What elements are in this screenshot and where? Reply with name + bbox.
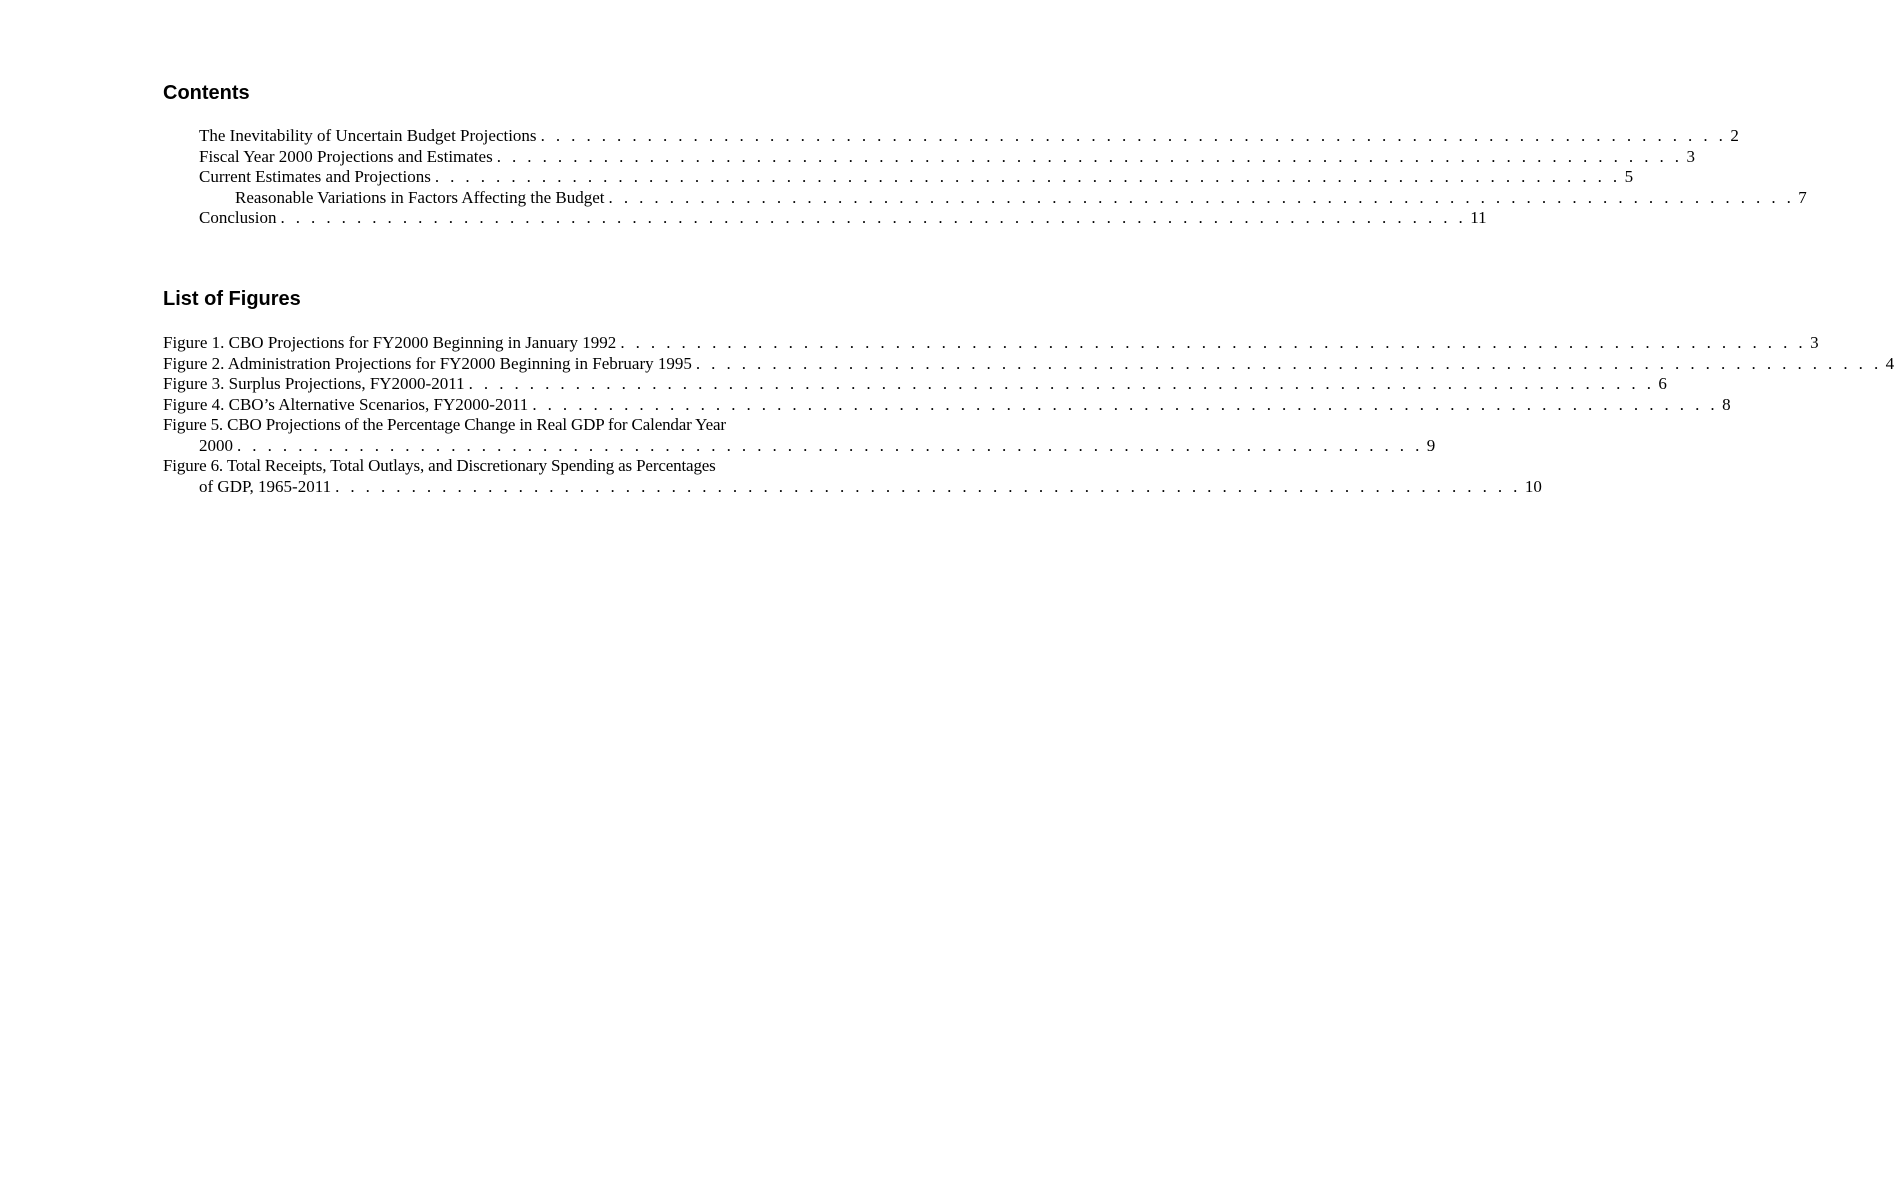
figure-entry-title: Figure 4. CBO’s Alternative Scenarios, FY2000-2011 bbox=[163, 394, 529, 414]
figure-entry-page: 10 bbox=[1524, 476, 1542, 496]
toc-entry-title: Conclusion bbox=[199, 208, 277, 227]
toc-entry[interactable] bbox=[163, 146, 1695, 168]
figure-entry-title: Figure 3. Surplus Projections, FY2000-2011 bbox=[163, 374, 465, 393]
figure-entry-page: 8 bbox=[1722, 394, 1731, 414]
dot-leader: . . . . . . . . . . . . . . . . . . . . . . . . . . . . . . . . . . . . . . . . . . . . . . . . . . . . . . . . . . . . . . . . . . . . . . . . . . . . . . bbox=[335, 476, 1521, 496]
figure-entry-page: 9 bbox=[1426, 435, 1436, 455]
dot-leader: . . . . . . . . . . . . . . . . . . . . . . . . . . . . . . . . . . . . . . . . . . . . . . . . . . . . . . . . . . . . . . . . . . . . . . . . . . . . . . bbox=[434, 167, 1621, 186]
dot-leader: . . . . . . . . . . . . . . . . . . . . . . . . . . . . . . . . . . . . . . . . . . . . . . . . . . . . . . . . . . . . . . . . . . . . . . . . . . . . . . bbox=[540, 126, 1727, 145]
dot-leader: . . . . . . . . . . . . . . . . . . . . . . . . . . . . . . . . . . . . . . . . . . . . . . . . . . . . . . . . . . . . . . . . . . . . . . . . . . . . . . bbox=[496, 146, 1683, 166]
figure-entry[interactable] bbox=[163, 333, 1819, 354]
toc-entry[interactable] bbox=[163, 167, 1634, 188]
dot-leader: . . . . . . . . . . . . . . . . . . . . . . . . . . . . . . . . . . . . . . . . . . . . . . . . . . . . . . . . . . . . . . . . . . . . . . . . . . . . . . bbox=[237, 435, 1423, 455]
toc-entry-title: Current Estimates and Projections bbox=[199, 167, 431, 186]
figure-entry-title-line1: Figure 6. Total Receipts, Total Outlays, and Discretionary Spending as Percentages bbox=[163, 456, 716, 475]
figure-entry-continuation bbox=[163, 476, 1542, 498]
figure-entry-title: Figure 1. CBO Projections for FY2000 Beginning in January 1992 bbox=[163, 333, 617, 352]
figure-entry-title: Figure 2. Administration Projections for FY2000 Beginning in February 1995 bbox=[163, 353, 692, 373]
toc-entry-page: 7 bbox=[1798, 187, 1807, 207]
toc-entry-page: 3 bbox=[1686, 146, 1695, 166]
figure-entry-title-line2: of GDP, 1965-2011 bbox=[199, 476, 332, 496]
dot-leader: . . . . . . . . . . . . . . . . . . . . . . . . . . . . . . . . . . . . . . . . . . . . . . . . . . . . . . . . . . . . . . . . . . . . . . . . . . . . . . bbox=[532, 394, 1719, 414]
toc-entry[interactable] bbox=[163, 208, 1487, 229]
toc-entry-title: The Inevitability of Uncertain Budget Projections bbox=[199, 126, 537, 145]
figure-entry[interactable] bbox=[163, 415, 1436, 456]
contents-heading: Contents bbox=[163, 82, 250, 104]
figure-entry[interactable] bbox=[163, 394, 1731, 416]
figure-entry-continuation bbox=[163, 435, 1436, 457]
figure-entry-page: 6 bbox=[1658, 374, 1667, 393]
figures-list bbox=[163, 333, 1894, 497]
figure-entry-page: 3 bbox=[1810, 333, 1819, 352]
figure-entry[interactable] bbox=[163, 456, 1542, 497]
toc-entry-page: 2 bbox=[1730, 126, 1739, 145]
figure-entry-title-line2: 2000 bbox=[199, 435, 233, 455]
figure-entry[interactable] bbox=[163, 353, 1894, 375]
figure-entry-page: 4 bbox=[1885, 353, 1894, 373]
dot-leader: . . . . . . . . . . . . . . . . . . . . . . . . . . . . . . . . . . . . . . . . . . . . . . . . . . . . . . . . . . . . . . . . . . . . . . . . . . . . . . bbox=[468, 374, 1655, 393]
toc-entry-page: 5 bbox=[1624, 167, 1634, 186]
toc-entry[interactable] bbox=[163, 126, 1739, 147]
toc-entry-title: Fiscal Year 2000 Projections and Estimates bbox=[199, 146, 493, 166]
figures-heading: List of Figures bbox=[163, 288, 301, 310]
figure-entry-title-line1: Figure 5. CBO Projections of the Percentage Change in Real GDP for Calendar Year bbox=[163, 415, 726, 434]
dot-leader: . . . . . . . . . . . . . . . . . . . . . . . . . . . . . . . . . . . . . . . . . . . . . . . . . . . . . . . . . . . . . . . . . . . . . . . . . . . . . . bbox=[695, 353, 1882, 373]
toc-entry-page: 11 bbox=[1470, 208, 1487, 227]
contents-list bbox=[163, 126, 1807, 229]
dot-leader: . . . . . . . . . . . . . . . . . . . . . . . . . . . . . . . . . . . . . . . . . . . . . . . . . . . . . . . . . . . . . . . . . . . . . . . . . . . . . . bbox=[280, 208, 1467, 227]
figure-entry[interactable] bbox=[163, 374, 1667, 395]
toc-entry-title: Reasonable Variations in Factors Affecting the Budget bbox=[235, 187, 605, 207]
dot-leader: . . . . . . . . . . . . . . . . . . . . . . . . . . . . . . . . . . . . . . . . . . . . . . . . . . . . . . . . . . . . . . . . . . . . . . . . . . . . . . bbox=[608, 187, 1795, 207]
dot-leader: . . . . . . . . . . . . . . . . . . . . . . . . . . . . . . . . . . . . . . . . . . . . . . . . . . . . . . . . . . . . . . . . . . . . . . . . . . . . . . bbox=[620, 333, 1807, 352]
toc-entry[interactable] bbox=[163, 187, 1807, 209]
